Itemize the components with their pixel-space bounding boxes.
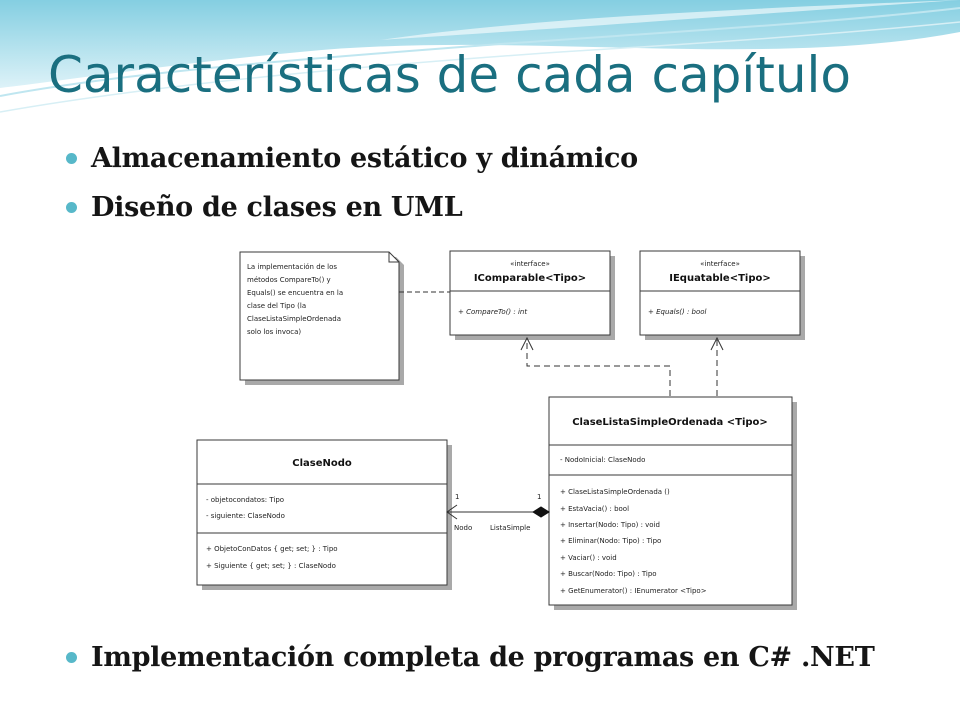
stereotype-label: «interface»: [700, 260, 740, 268]
role-label: Nodo: [454, 524, 473, 532]
role-label: ListaSimple: [490, 524, 531, 532]
bullet-item: [66, 143, 638, 174]
class-operation: + Insertar(Nodo: Tipo) : void: [560, 521, 660, 529]
interface-name: IComparable<Tipo>: [473, 273, 587, 284]
multiplicity-label: 1: [455, 493, 460, 501]
multiplicity-label: 1: [537, 493, 542, 501]
note-line: La implementación de los: [247, 263, 338, 271]
class-attribute: - NodoInicial: ClaseNodo: [560, 456, 646, 464]
class-name: ClaseNodo: [292, 458, 352, 469]
bullet-text: Diseño de clases en UML: [91, 192, 463, 223]
class-claselistasimpleordenada: [549, 397, 797, 610]
class-operation: + GetEnumerator() : IEnumerator <Tipo>: [560, 587, 707, 595]
class-operation: + Eliminar(Nodo: Tipo) : Tipo: [560, 537, 662, 545]
class-attribute: - siguiente: ClaseNodo: [206, 512, 285, 520]
interface-operation: + CompareTo() : int: [458, 308, 528, 316]
bullet-text: Almacenamiento estático y dinámico: [91, 143, 638, 174]
class-operation: + ClaseListaSimpleOrdenada (): [560, 488, 670, 496]
slide-title: Características de cada capítulo: [48, 46, 852, 104]
class-attribute: - objetocondatos: Tipo: [206, 496, 285, 504]
bullet-item: [66, 192, 462, 223]
note-line: métodos CompareTo() y: [247, 276, 331, 284]
class-clasenodo: [197, 440, 452, 590]
interface-name: IEquatable<Tipo>: [669, 273, 771, 284]
class-operation: + Vaciar() : void: [560, 554, 617, 562]
bullet-text: Implementación completa de programas en C# .NET: [91, 642, 875, 673]
interface-icomparable: [450, 251, 615, 340]
class-operation: + ObjetoConDatos { get; set; } : Tipo: [206, 545, 338, 553]
class-operation: + Buscar(Nodo: Tipo) : Tipo: [560, 570, 657, 578]
bullet-dot-icon: [66, 652, 77, 663]
class-name: ClaseListaSimpleOrdenada <Tipo>: [572, 417, 768, 428]
class-operation: + Siguiente { get; set; } : ClaseNodo: [206, 562, 336, 570]
stereotype-label: «interface»: [510, 260, 550, 268]
bullet-dot-icon: [66, 202, 77, 213]
uml-note: [240, 252, 404, 385]
note-line: ClaseListaSimpleOrdenada: [247, 315, 341, 323]
bullet-item: [66, 642, 875, 673]
bullet-dot-icon: [66, 153, 77, 164]
interface-iequatable: [640, 251, 805, 340]
note-line: solo los invoca): [247, 328, 302, 336]
interface-operation: + Equals() : bool: [648, 308, 707, 316]
note-line: Equals() se encuentra en la: [247, 289, 344, 297]
note-line: clase del Tipo (la: [247, 302, 307, 310]
uml-class-diagram: [178, 238, 828, 630]
class-operation: + EstaVacia() : bool: [560, 505, 630, 513]
